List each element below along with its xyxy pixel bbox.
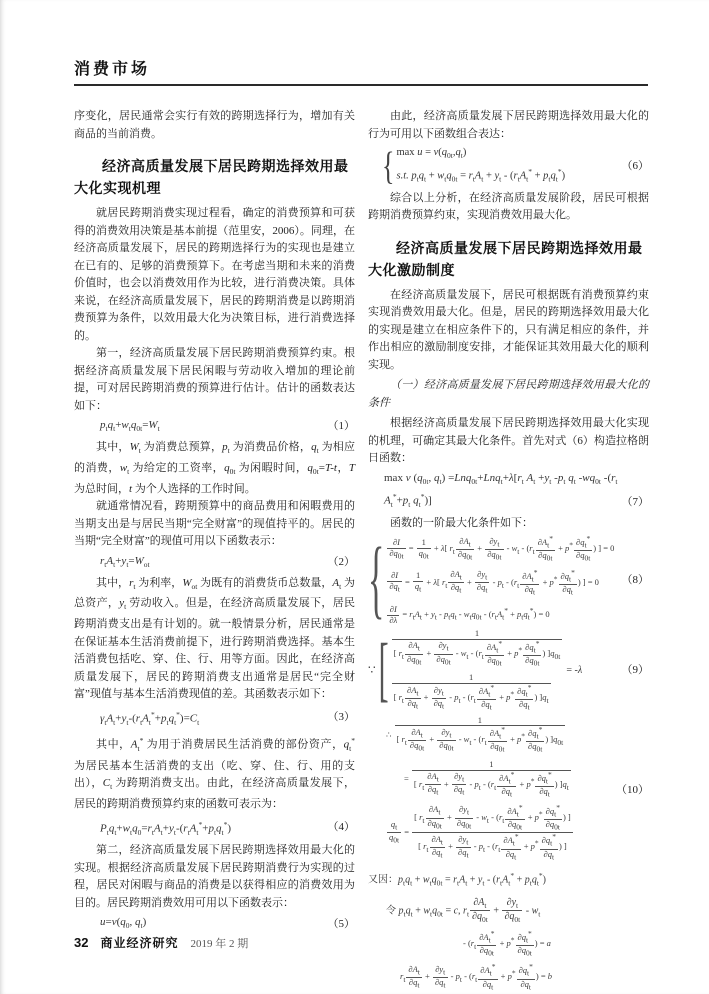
formula-body: s.t. $p_tq_t + w_tq_{0t} = r_tA_t + y_t - (r_tA_t^* + p_tq_t^*)$	[396, 167, 566, 184]
formula-body: 1 [ $r_t$ $\frac{\partial A_t}{\partial q_{0t}}$ + $\frac{\partial y_t}{\partial q_{0t}}$ - $w_t - (r_t$ $\frac{\partial A_t^*}{\partial q_{0t}}$ + p* $\frac{\partial q_t^*}{\partial q_{0t}}$ ) ]$q_{0t}$	[393, 628, 561, 668]
heading-incentive-system: 经济高质量发展下居民跨期选择效用最大化激励制度	[368, 239, 643, 278]
formula-10	[368, 716, 649, 799]
paragraph: 其中，$A_t^*$ 为用于消费居民生活消费的部份资产，$q_t^*$ 为居民基本生活消费的支出（吃、穿、住、行、用的支出），$C_t$ 为跨期消费支出。由此，在经济高质量发展下，居民的跨期消费预算约束的函数可表示为：	[74, 736, 356, 810]
formula-b: $r_t$ $\frac{\partial A_t}{\partial q_t}$ + $\frac{\partial y_t}{\partial q_t}$ - $p_t - (r_t$ $\frac{\partial A_t^*}{\partial q_t}$ + p* $\frac{\partial q_t^*}{\partial q_t}$ ) = b	[400, 962, 552, 992]
formula-number: （1）	[327, 420, 355, 433]
formula-body: $\frac{\partial I}{\partial\lambda}$ = $r_tA_t + y_t - p_tq_t - w_tq_{0t} - (r_tA_t^* + p_tq_t^*) = 0$	[389, 603, 550, 625]
page-number: 32	[74, 935, 89, 950]
equation-system	[368, 716, 572, 799]
equation-system	[396, 146, 617, 187]
formula-number: （10）	[616, 783, 649, 796]
formula-number: （3）	[327, 711, 355, 724]
formula-let: 令 $p_tq_t + w_tq_{0t} = c$, $r_t$ $\frac{\partial A_t}{\partial q_{0t}}$ + $\frac{\partial y_t}{\partial q_{0t}}$ - $w_t$	[386, 896, 541, 925]
formula-4	[74, 817, 355, 840]
formula-body: $\frac{\partial I}{\partial q_{0t}}$ = $\frac{1}{q_{0t}}$ + λ[ $r_t$ $\frac{\partial A_t}{\partial q_{0t}}$ + $\frac{\partial y_t}{\partial q_{0t}}$ - $w_t - (r_t$ $\frac{\partial A_t^*}{\partial q_{0t}}$ + p* $\frac{\partial q_t^*}{\partial q_{0t}}$ ) ] = 0	[389, 534, 615, 564]
formula-body: = -λ	[566, 665, 583, 677]
formula-number: （5）	[327, 917, 355, 930]
formula-8	[368, 531, 649, 629]
formula-number: （4）	[327, 821, 355, 834]
formula-number: （8）	[621, 573, 649, 586]
formula-body: = 1 [ $r_t$ $\frac{\partial A_t}{\partial q_t}$ + $\frac{\partial y_t}{\partial q_t}$ - $p_t - (r_t$ $\frac{\partial A_t^*}{\partial q_t}$ + p* $\frac{\partial q_t^*}{\partial q_t}$ ) ]$q_t$	[404, 758, 569, 799]
formula-body: $\gamma_tA_t+y_t-(r_tA_t^*+p_tq_t^*)=C_t$	[100, 709, 200, 727]
left-bracket: [	[378, 630, 389, 710]
because-symbol: ∵	[368, 663, 376, 678]
page-footer	[74, 934, 248, 951]
formula-5	[74, 915, 355, 933]
paragraph: 其中，$W_t$ 为消费总预算，$p_t$ 为消费品价格，$q_t$ 为相应的消费，$w_t$ 为给定的工资率，$q_{0t}$ 为闲暇时间，$q_{0t}=T-t$，T 为总时间，t 为个人选择的工作时间。	[74, 441, 356, 495]
formula-ratio: $\frac{q_t}{q_{0t}}$ = [ $r_t$ $\frac{\partial A_t}{\partial q_{0t}}$ + $\frac{\partial y_t}{\partial q_{0t}}$ - $w_t - (r_t$ $\frac{\partial A_t^*}{\partial q_{0t}}$ + p* $\frac{\partial q_t^*}{\partial q_{0t}}$ ) ] [ $r_t$ $\frac{\partial A_t}{\partial q_t}$ + $\frac{\partial y_t}{\partial q_t}$ - $p_t - (r_t$ $\frac{\partial A_t^*}{\partial q_t}$ + p* $\frac{\partial q_t^*}{\partial q_t}$ ) ]	[389, 803, 571, 862]
paragraph: 函数的一阶最大化条件如下：	[390, 516, 533, 529]
header-rule	[74, 84, 648, 86]
issue-label: 2019 年 2 期	[190, 938, 249, 950]
equation-system	[391, 629, 564, 712]
left-column	[74, 108, 355, 937]
formula-number: （7）	[621, 496, 649, 509]
formula-body: $u=v(q_0$, $q_t$)	[100, 916, 147, 931]
formula-also-because: 又因：$p_tq_t + w_tq_{0t} = r_tA_t + y_t - (r_tA_t^* + p_tq_t^*)$	[368, 870, 547, 888]
left-brace: {	[368, 531, 385, 629]
formula-body: max v ($q_{0t}$, $q_t) =Lnq_{0t}+Lnq_t+\lambda[r_t$ $A_t +y_t$ $-p_t$ $q_t$ $-wq_{0t}$ $-(r_t$ $A_t^*+p_t$ $q_t^*$)]	[384, 471, 618, 509]
paragraph: 在经济高质量发展下，居民可根据既有消费预算约束实现消费效用最大化。但是，居民的跨期选择效用最大化的实现是建立在相应条件下的，只有满足相应的条件，并作出相应的激励制度安排，才能保证其效用最大化的顺利实现。	[368, 288, 649, 371]
paragraph: 综合以上分析，在经济高质量发展阶段，居民可根据跨期消费预算约束，实现消费效用最大化。	[368, 191, 649, 222]
paragraph-intro-continuation: 序变化，居民通常会实行有效的跨期选择行为，增加有关商品的当前消费。	[74, 110, 355, 140]
formula-1	[74, 418, 355, 436]
formula-body: $p_tq_t+w_tq_{0t}=W_t$	[100, 419, 160, 434]
journal-name: 商业经济研究	[100, 936, 179, 950]
formula-2	[74, 554, 355, 572]
left-brace: {	[382, 144, 395, 188]
equation-system	[386, 535, 614, 626]
formula-7	[368, 471, 649, 512]
formula-body: $\frac{\partial I}{\partial q_t}$ = $\frac{1}{q_t}$ + λ[ $r_t$ $\frac{\partial A_t}{\partial q_t}$ + $\frac{\partial y_t}{\partial q_t}$ - $p_t - (r_t$ $\frac{\partial A_t^*}{\partial q_t}$ + p* $\frac{\partial q_t^*}{\partial q_t}$ ) ] = 0	[389, 567, 599, 597]
formula-number: （9）	[621, 664, 649, 677]
paragraph: 第一，经济高质量发展下居民跨期消费预算约束。根据经济高质量发展下居民闲暇与劳动收入增加的理论前提，可对居民跨期消费的预算进行估计。估计的函数表达如下：	[74, 347, 355, 412]
paragraph: 第二，经济高质量发展下居民跨期选择效用最大化的实现。根据经济高质量发展下居民跨期消费行为实现的过程，居民对闲暇与商品的消费是以获得相应的消费效用为目的。居民跨期消费效用可用以下函数表示：	[74, 844, 355, 909]
formula-body: $\max u = v(q_{0t},q_t)$	[396, 147, 467, 161]
formula-body: $r_tA_t+y_t=W_{ot}$	[100, 554, 150, 569]
formula-number: （6）	[621, 159, 649, 172]
subheading-condition: （一）经济高质量发展下居民跨期选择效用最大化的条件	[368, 379, 649, 409]
formula-a: - ($r_t$ $\frac{\partial A_t^*}{\partial q_{0t}}$ + p* $\frac{\partial q_t^*}{\partial q_{0t}}$ ) = a	[463, 929, 551, 958]
paragraph: 就居民跨期消费实现过程看，确定的消费预算和可获得的消费效用决策是基本前提（范里安，2006）。同理，在经济高质量发展下，居民的跨期选择行为的实现也是建立在已有的、足够的消费预算下。在考虑当期和未来的消费价值时，也会以消费效用作为比较，进行消费决策。具体来说，在经济高质量发展下，居民的跨期消费是以跨期消费预算为条件，以效用最大化为决策目标，进行消费选择的。	[74, 207, 355, 342]
heading-realization-mechanism: 经济高质量发展下居民跨期选择效用最大化实现机理	[74, 158, 349, 196]
paragraph: 根据经济高质量发展下居民跨期选择效用最大化实现的机理，可确定其最大化条件。首先对式（6）构造拉格朗日函数：	[368, 417, 649, 465]
paragraph: 由此，经济高质量发展下居民跨期选择效用最大化的行为可用以下函数组合表达：	[368, 110, 649, 140]
formula-3	[74, 707, 355, 730]
section-header: 消费市场	[74, 61, 151, 78]
formula-body: $P_tq_t+w_tq_0=r_tA_t+y_t-(r_tA_t^*+p_tq_t^*)$	[100, 819, 232, 837]
formula-body: ∴ 1 [ $r_t$ $\frac{\partial A_t}{\partial q_{0t}}$ + $\frac{\partial y_t}{\partial q_{0t}}$ - $w_t - (r_t$ $\frac{\partial A_t^*}{\partial q_{0t}}$ + p* $\frac{\partial q_t^*}{\partial q_{0t}}$ ) ]$q_{0t}$	[386, 714, 564, 755]
right-column	[368, 108, 649, 994]
formula-number: （2）	[327, 555, 355, 568]
formula-body: 1 [ $r_t$ $\frac{\partial A_t}{\partial q_t}$ + $\frac{\partial y_t}{\partial q_t}$ - $p_t - (r_t$ $\frac{\partial A_t^*}{\partial q_t}$ + p* $\frac{\partial q_t^*}{\partial q_t}$ ) ]$q_t$	[393, 672, 549, 712]
formula-6	[368, 146, 649, 187]
paragraph: 就通常情况看，跨期预算中的商品费用和闲暇费用的当期支出是与居民当期“完全财富”的现值持平的。居民的当期“完全财富”的现值可用以下函数表示：	[74, 500, 355, 548]
formula-9	[368, 629, 649, 712]
paragraph: 其中，$r_t$ 为利率，$W_{ot}$ 为既有的消费货币总数量，$A_t$ 为总资产，$y_t$ 劳动收入。但是，在经济高质量发展下，居民跨期消费支出是有计划的。就一般情景分析，居民通常是在保证基本生活消费前提下，进行跨期消费选择。基本生活消费包括吃、穿、住、行、用等方面。因此，在经济高质量发展下，居民的跨期消费支出通常是居民“完全财富”现值与基本生活消费现值的差。其函数表示如下：	[74, 576, 356, 701]
